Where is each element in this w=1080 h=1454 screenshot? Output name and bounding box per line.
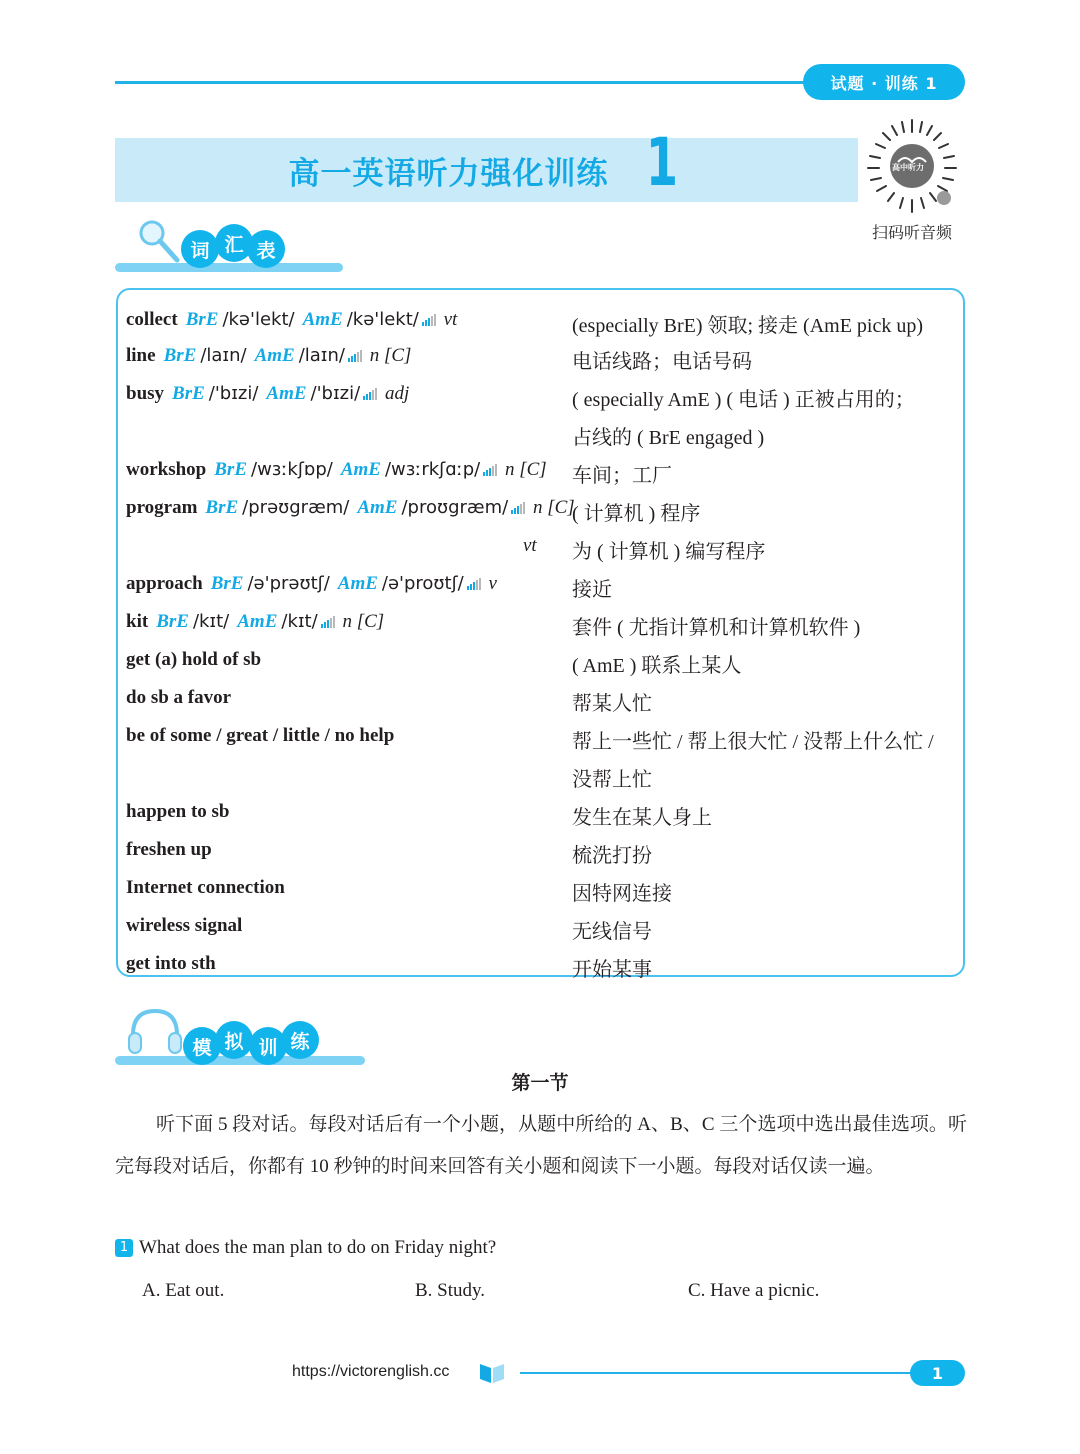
audio-signal-icon[interactable]	[348, 350, 362, 362]
vocab-word: program	[126, 497, 198, 518]
vocab-term	[126, 345, 411, 367]
question-text: What does the man plan to do on Friday night?	[139, 1237, 497, 1258]
page-title: 高一英语听力强化训练	[288, 155, 609, 192]
vocab-row	[126, 601, 961, 639]
bre-label: BrE	[163, 345, 197, 366]
heading-char: 练	[281, 1021, 319, 1059]
qr-code[interactable]	[864, 118, 960, 214]
vocab-term	[126, 801, 230, 823]
bre-ipa: /prəʊgræm/	[242, 497, 350, 518]
vocab-row	[126, 753, 961, 791]
bre-ipa: /'bɪzi/	[208, 383, 259, 404]
instructions: 听下面 5 段对话。每段对话后有一个小题，从题中所给的 A、B、C 三个选项中选出最佳选项。听完每段对话后，你都有 10 秒钟的时间来回答有关小题和阅读下一小题。每段对话仅读一遍。	[115, 1114, 967, 1177]
vocab-row	[126, 449, 961, 487]
option-c[interactable]: C. Have a picnic.	[688, 1280, 820, 1301]
vocab-word: line	[126, 345, 156, 366]
vocab-meaning: ( AmE ) 联系上某人	[572, 655, 742, 677]
part-of-speech: n [C]	[369, 345, 412, 366]
vocab-meaning: 电话线路；电话号码	[572, 351, 752, 373]
vocab-term	[126, 839, 212, 861]
audio-signal-icon[interactable]	[363, 388, 377, 400]
vocab-word: approach	[126, 573, 203, 594]
vocab-table	[116, 288, 965, 981]
vocab-term	[523, 535, 537, 557]
heading-char: 拟	[215, 1021, 253, 1059]
footer-url[interactable]: https://victorenglish.cc	[292, 1363, 450, 1380]
ame-label: AmE	[237, 611, 278, 632]
heading-char: 表	[247, 230, 285, 268]
vocab-word: wireless signal	[126, 915, 243, 936]
vocab-row	[126, 715, 961, 753]
bre-ipa: /kɪt/	[192, 611, 230, 632]
part-of-speech: v	[488, 573, 497, 594]
vocab-term	[126, 877, 285, 899]
vocab-word: busy	[126, 383, 165, 404]
qr-caption: 扫码听音频	[871, 223, 952, 242]
heading-char: 模	[183, 1027, 221, 1065]
audio-signal-icon[interactable]	[422, 314, 436, 326]
ame-ipa: /'bɪzi/	[310, 383, 361, 404]
ame-label: AmE	[302, 309, 343, 330]
lesson-number: 1	[645, 124, 678, 201]
part-of-speech: n [C]	[504, 459, 547, 480]
vocab-row	[126, 905, 961, 943]
vocab-row	[126, 299, 961, 337]
vocab-word: get (a) hold of sb	[126, 649, 262, 670]
vocab-word: Internet connection	[126, 877, 285, 898]
bre-ipa: /laɪn/	[200, 345, 247, 366]
part-of-speech: n [C]	[342, 611, 385, 632]
part-title: 第一节	[511, 1072, 569, 1094]
vocab-row	[126, 525, 961, 563]
header-rule	[115, 81, 815, 84]
ame-label: AmE	[340, 459, 381, 480]
vocab-row	[126, 487, 961, 525]
vocab-meaning: 车间；工厂	[572, 465, 672, 487]
heading-char: 训	[249, 1027, 287, 1065]
vocab-word: happen to sb	[126, 801, 230, 822]
vocab-row	[126, 563, 961, 601]
heading-char: 汇	[215, 224, 253, 262]
vocab-row	[126, 943, 961, 981]
title-banner	[115, 124, 858, 202]
audio-signal-icon[interactable]	[511, 502, 525, 514]
bre-label: BrE	[185, 309, 219, 330]
bre-label: BrE	[210, 573, 244, 594]
vocab-row	[126, 829, 961, 867]
vocab-term	[126, 309, 457, 331]
bre-label: BrE	[214, 459, 247, 480]
vocab-meaning: 开始某事	[572, 959, 652, 981]
vocab-section-heading	[115, 212, 345, 272]
vocab-meaning: 为 ( 计算机 ) 编写程序	[572, 541, 766, 563]
vocab-term	[126, 687, 231, 709]
practice-section-heading	[115, 1005, 367, 1065]
ame-label: AmE	[357, 497, 398, 518]
vocab-meaning: ( especially AmE ) ( 电话 ) 正被占用的；	[572, 389, 915, 411]
audio-signal-icon[interactable]	[467, 578, 481, 590]
vocab-row	[126, 411, 961, 449]
bre-label: BrE	[172, 383, 205, 404]
vocab-term	[126, 915, 242, 937]
page-number: 1	[910, 1360, 965, 1386]
ame-ipa: /proʊgræm/	[401, 497, 509, 518]
vocab-term	[126, 953, 216, 975]
audio-signal-icon[interactable]	[321, 616, 335, 628]
part-of-speech: vt	[443, 309, 458, 330]
heading-char: 词	[181, 230, 219, 268]
vocab-meaning: 帮某人忙	[572, 693, 652, 715]
ame-label: AmE	[266, 383, 307, 404]
question-number-badge: 1	[115, 1239, 133, 1257]
ame-ipa: /wɜːrkʃɑːp/	[384, 459, 481, 480]
vocab-meaning: 占线的 ( BrE engaged )	[572, 427, 765, 449]
vocab-term	[126, 459, 547, 481]
vocab-term	[126, 573, 497, 595]
footer-rule	[520, 1372, 915, 1374]
option-a[interactable]: A. Eat out.	[142, 1280, 225, 1301]
ame-label: AmE	[254, 345, 295, 366]
ame-ipa: /laɪn/	[298, 345, 345, 366]
bre-label: BrE	[156, 611, 189, 632]
part-of-speech: vt	[523, 535, 537, 556]
vocab-word: get into sth	[126, 953, 216, 974]
vocab-meaning: 无线信号	[572, 921, 652, 943]
ame-ipa: /kə'lekt/	[346, 309, 419, 330]
part-of-speech: adj	[384, 383, 410, 404]
vocab-meaning: 帮上一些忙 / 帮上很大忙 / 没帮上什么忙 /	[572, 731, 934, 753]
vocab-meaning: 没帮上忙	[572, 769, 652, 791]
audio-signal-icon[interactable]	[483, 464, 497, 476]
vocab-word: be of some / great / little / no help	[126, 725, 395, 746]
bre-label: BrE	[205, 497, 239, 518]
qr-center-label: 高中听力	[892, 163, 924, 172]
vocab-term	[126, 383, 409, 405]
vocab-meaning: 套件 ( 尤指计算机和计算机软件 )	[572, 617, 861, 639]
option-b[interactable]: B. Study.	[415, 1280, 486, 1301]
vocab-meaning: (especially BrE) 领取; 接走 (AmE pick up)	[572, 315, 924, 337]
vocab-row	[126, 335, 961, 373]
ame-label: AmE	[337, 573, 378, 594]
question-1	[115, 1237, 496, 1259]
magnifier-icon	[135, 218, 183, 266]
book-icon	[478, 1362, 506, 1384]
vocab-term	[126, 497, 575, 519]
vocab-meaning: 梳洗打扮	[572, 845, 652, 867]
vocab-term	[126, 649, 261, 671]
vocab-term	[126, 611, 384, 633]
vocab-word: kit	[126, 611, 149, 632]
vocab-meaning: 接近	[572, 579, 612, 601]
vocab-word: workshop	[126, 459, 207, 480]
vocab-row	[126, 373, 961, 411]
vocab-row	[126, 639, 961, 677]
vocab-term	[126, 725, 394, 747]
vocab-word: freshen up	[126, 839, 212, 860]
ame-ipa: /kɪt/	[281, 611, 318, 632]
bre-ipa: /kə'lekt/	[222, 309, 295, 330]
vocab-word: do sb a favor	[126, 687, 232, 708]
ame-ipa: /ə'proʊtʃ/	[381, 573, 464, 594]
vocab-meaning: 因特网连接	[572, 883, 672, 905]
vocab-row	[126, 867, 961, 905]
vocab-row	[126, 791, 961, 829]
vocab-row	[126, 677, 961, 715]
header-tag: 试题 · 训练 1	[803, 64, 965, 100]
headphones-icon	[125, 1005, 185, 1061]
part-of-speech: n [C]	[532, 497, 575, 518]
vocab-meaning: 发生在某人身上	[572, 807, 712, 829]
vocab-word: collect	[126, 309, 178, 330]
bre-ipa: /wɜːkʃɒp/	[251, 459, 333, 480]
vocab-meaning: ( 计算机 ) 程序	[572, 503, 701, 525]
bre-ipa: /ə'prəʊtʃ/	[247, 573, 330, 594]
